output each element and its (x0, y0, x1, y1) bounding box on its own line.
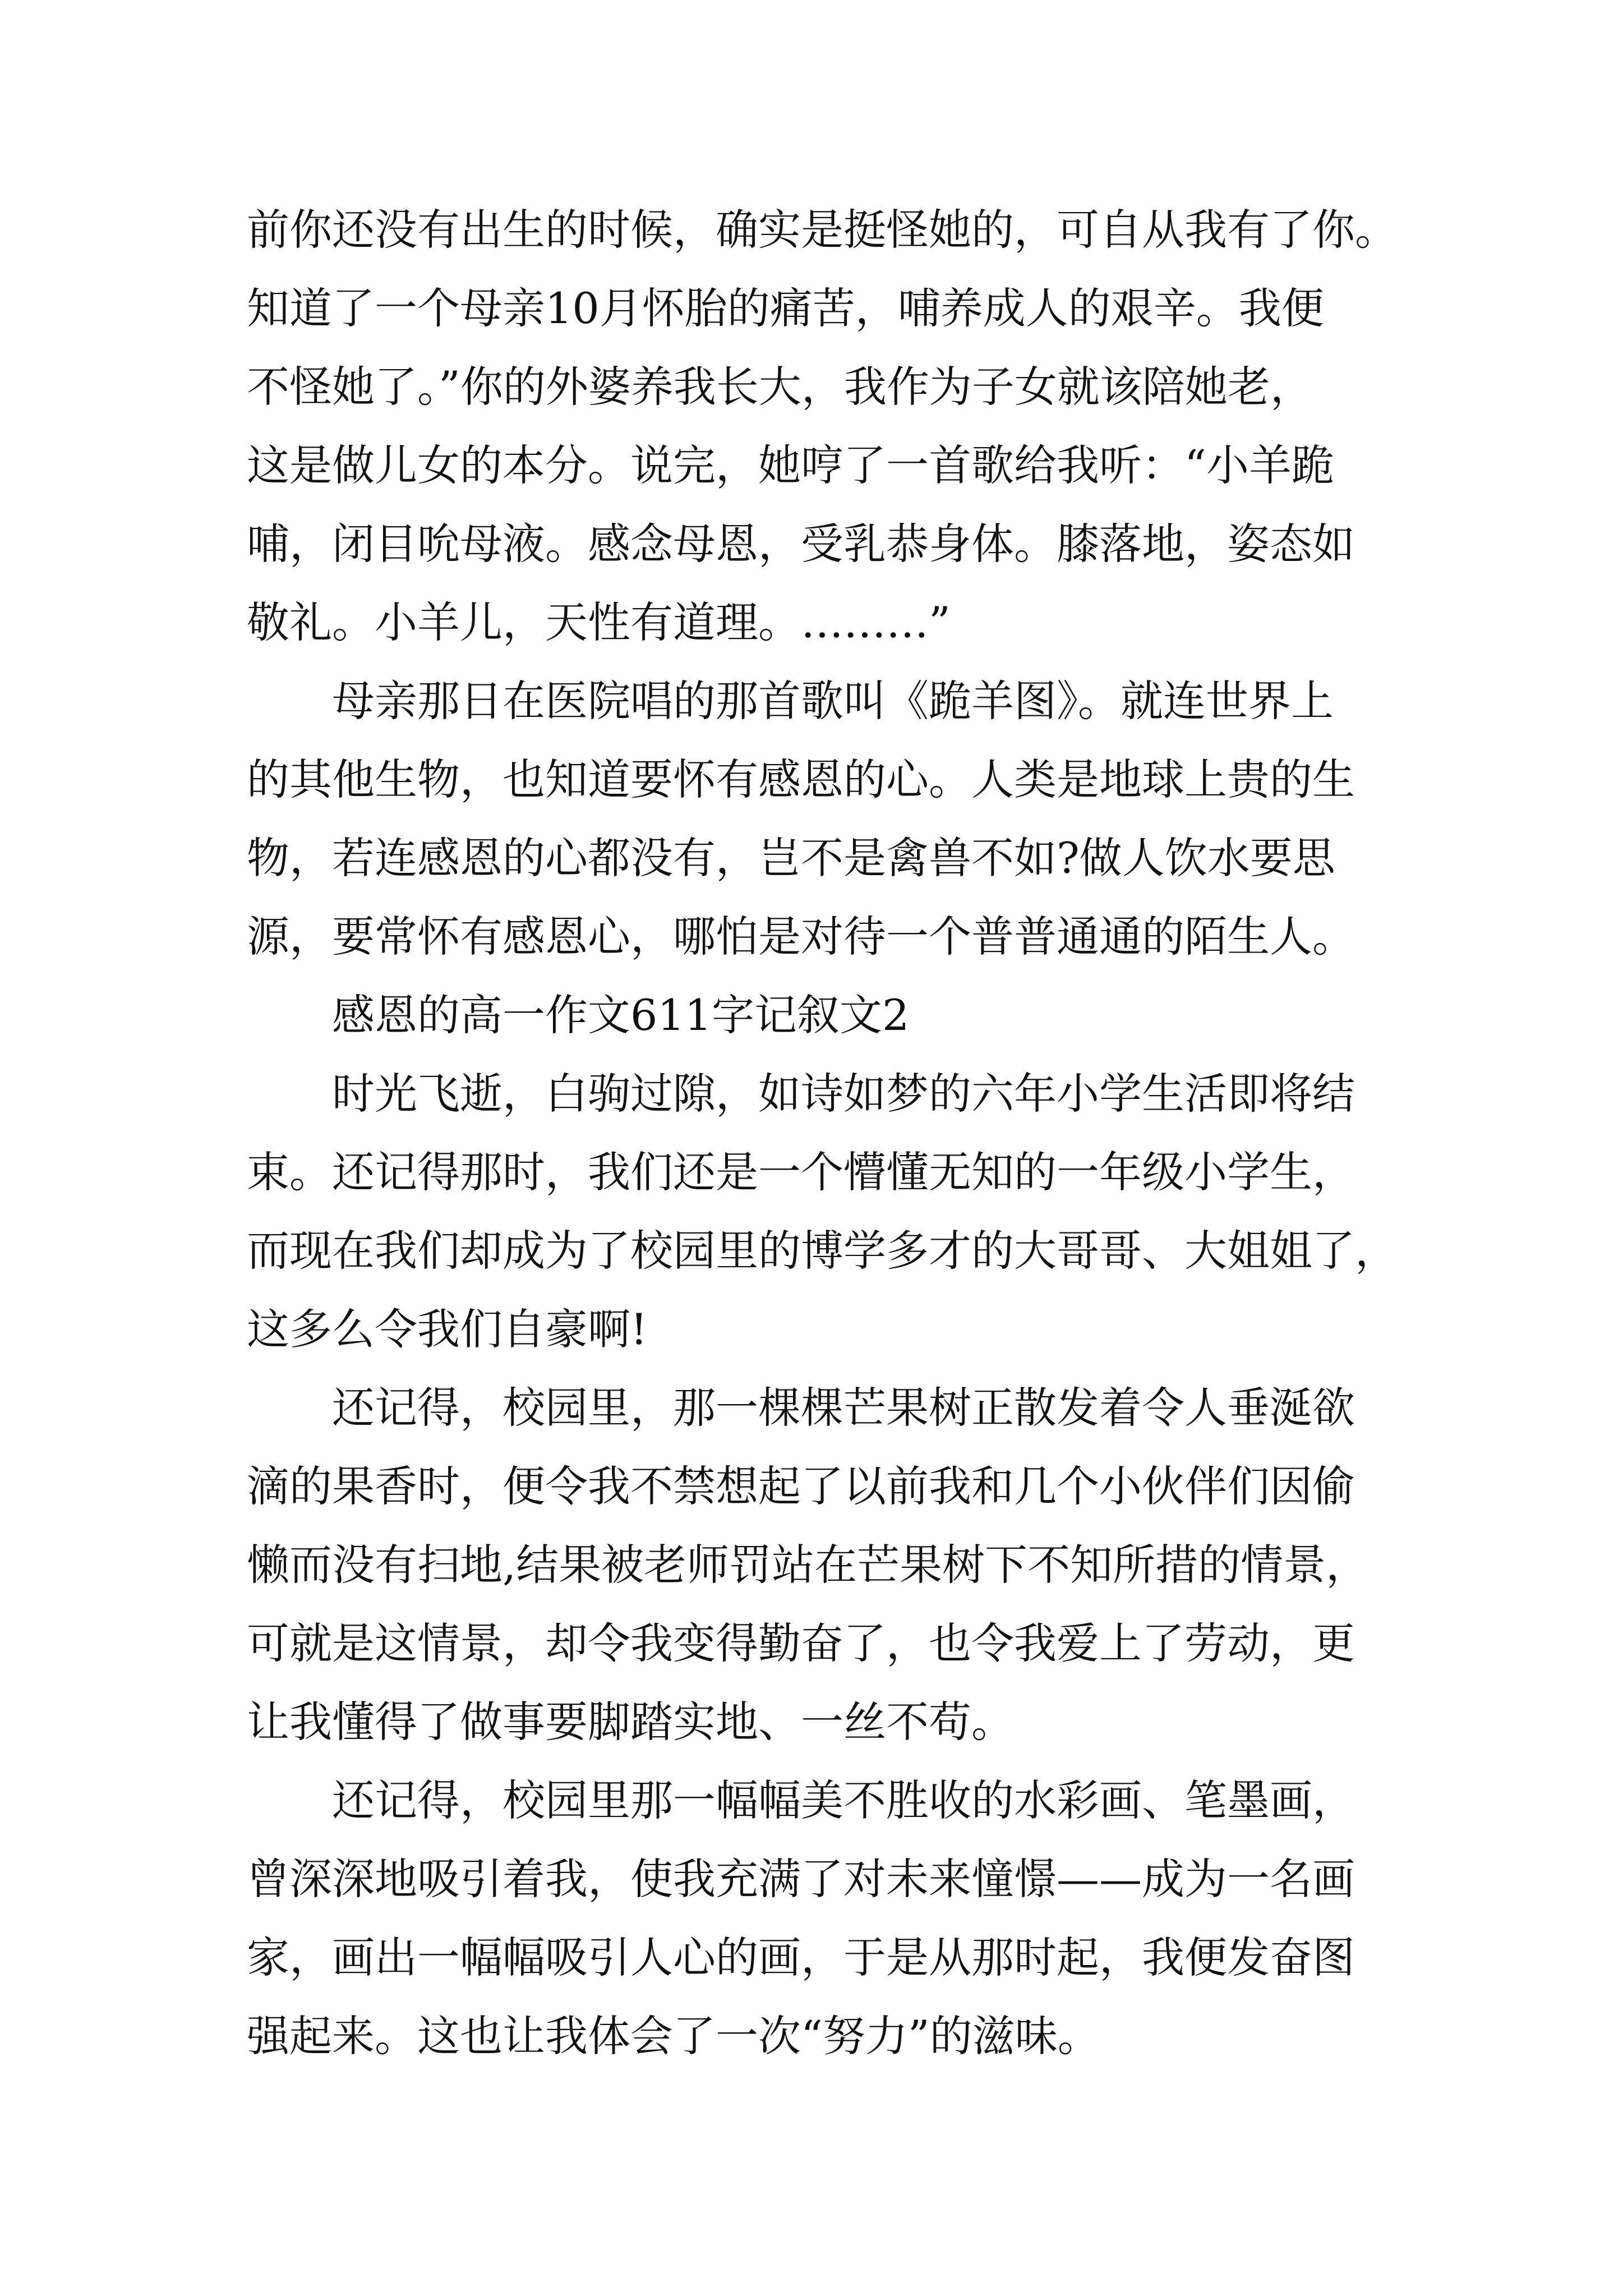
paragraph (247, 191, 1402, 662)
text-line: 可就是这情景，却令我变得勤奋了，也令我爱上了劳动，更 (247, 1618, 1355, 1668)
paragraph (247, 1369, 1402, 1761)
text-line: 家，画出一幅幅吸引人心的画，于是从那时起，我便发奋图 (247, 1932, 1355, 1982)
section-heading (247, 976, 1402, 1055)
paragraph (247, 1761, 1402, 2076)
text-line: 哺，闭目吮母液。感念母恩，受乳恭身体。膝落地，姿态如 (247, 519, 1355, 569)
paragraph (247, 662, 1402, 976)
text-line: 的其他生物，也知道要怀有感恩的心。人类是地球上贵的生 (247, 754, 1355, 804)
text-line: 强起来。这也让我体会了一次“努力”的滋味。 (247, 2011, 1100, 2061)
document-body (247, 191, 1402, 2076)
text-line: 这多么令我们自豪啊! (247, 1304, 648, 1354)
text-line: 滴的果香时，便令我不禁想起了以前我和几个小伙伴们因偷 (247, 1461, 1355, 1511)
heading-text: 感恩的高一作文611字记叙文2 (332, 990, 910, 1040)
text-line: 敬礼。小羊儿，天性有道理。………” (247, 597, 951, 647)
text-line: 物，若连感恩的心都没有，岂不是禽兽不如?做人饮水要思 (247, 833, 1335, 883)
text-line: 而现在我们却成为了校园里的博学多才的大哥哥、大姐姐了， (247, 1226, 1398, 1276)
text-line: 懒而没有扫地,结果被老师罚站在芒果树下不知所措的情景， (247, 1540, 1369, 1590)
text-line: 还记得，校园里，那一棵棵芒果树正散发着令人垂涎欲 (332, 1383, 1355, 1433)
text-line: 母亲那日在医院唱的那首歌叫《跪羊图》。就连世界上 (332, 676, 1334, 726)
text-line: 时光飞逝，白驹过隙，如诗如梦的六年小学生活即将结 (332, 1069, 1355, 1119)
paragraph (247, 1055, 1402, 1369)
text-line: 束。还记得那时，我们还是一个懵懂无知的一年级小学生， (247, 1147, 1355, 1197)
text-line: 源，要常怀有感恩心，哪怕是对待一个普普通通的陌生人。 (247, 912, 1355, 961)
text-line: 知道了一个母亲10月怀胎的痛苦，哺养成人的艰辛。我便 (247, 283, 1324, 333)
text-line: 让我懂得了做事要脚踏实地、一丝不苟。 (247, 1697, 1014, 1747)
text-line: 还记得，校园里那一幅幅美不胜收的水彩画、笔墨画， (332, 1775, 1355, 1825)
text-line: 这是做儿女的本分。说完，她哼了一首歌给我听：“小羊跪 (247, 440, 1334, 490)
text-line: 不怪她了。”你的外婆养我长大，我作为子女就该陪她老， (247, 362, 1313, 412)
text-line: 前你还没有出生的时候，确实是挺怪她的，可自从我有了你。 (247, 205, 1398, 255)
text-line: 曾深深地吸引着我，使我充满了对未来憧憬——成为一名画 (247, 1854, 1355, 1904)
